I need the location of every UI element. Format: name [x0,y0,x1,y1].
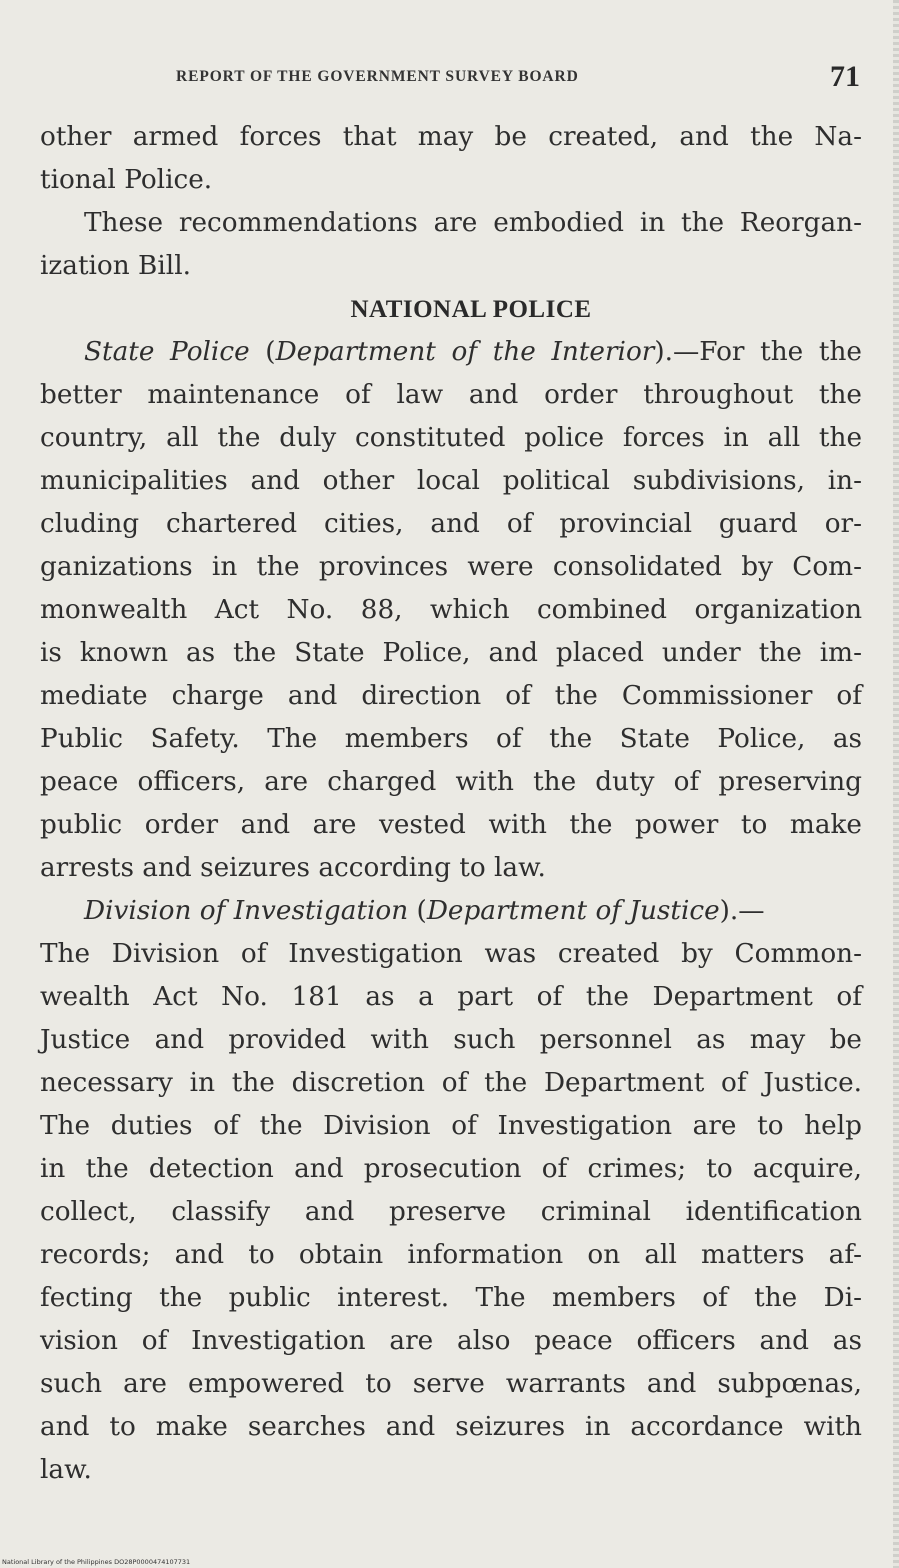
running-title: REPORT OF THE GOVERNMENT SURVEY BOARD [176,68,579,85]
paragraph [40,202,862,288]
library-footer: National Library of the Philippines DO28P0000474107731 [2,1558,191,1566]
department-name: Department of the Interior [275,337,655,367]
text-line: fecting the public interest. The members of the Di- [40,1283,862,1313]
text-line: public order and are vested with the power to make [40,810,862,840]
text-line: in the detection and prosecution of crimes; to acquire, [40,1154,862,1184]
paragraph [40,331,862,890]
text-line: mediate charge and direction of the Commissioner of [40,681,862,711]
text-line: collect, classify and preserve criminal identification [40,1197,862,1227]
text-line: and to make searches and seizures in accordance with [40,1412,862,1442]
text-line: better maintenance of law and order throughout the [40,380,862,410]
text-line: The Division of Investigation was created by Common- [40,939,862,969]
text-run: .—For the [664,337,804,367]
text-line: tional Police. [40,165,213,195]
subsection-title: Division of Investigation [84,896,409,926]
section-heading: NATIONAL POLICE [350,296,592,323]
text-line: country, all the duly constituted police forces in all the [40,423,862,453]
body-text [40,116,862,1492]
department-name: Department of Justice [426,896,720,926]
text-line: such are empowered to serve warrants and subpœnas, [40,1369,862,1399]
text-line: vision of Investigation are also peace officers and as [40,1326,862,1356]
text-line: The duties of the Division of Investigation are to help [40,1111,862,1141]
text-line: wealth Act No. 181 as a part of the Department of [40,982,862,1012]
text-line: cluding chartered cities, and of provincial guard or- [40,509,862,539]
page-edge [893,0,899,1568]
paragraph [40,890,862,1492]
text-line: ganizations in the provinces were consolidated by Com- [40,552,862,582]
text-line: These recommendations are embodied in the Reorgan- [84,208,862,238]
page-number: 71 [830,60,860,93]
text-line: Justice and provided with such personnel as may be [40,1025,862,1055]
text-line: municipalities and other local political subdivisions, in- [40,466,862,496]
text-line: arrests and seizures according to law. [40,853,546,883]
text-run: .— [729,896,765,926]
text-line: records; and to obtain information on all matters af- [40,1240,862,1270]
text-line: ization Bill. [40,251,191,281]
text-line: Public Safety. The members of the State Police, as [40,724,862,754]
paragraph [40,116,862,202]
subsection-title: State Police [84,337,250,367]
text-line: is known as the State Police, and placed under the im- [40,638,862,668]
text-line: peace officers, are charged with the duty of preserving [40,767,862,797]
text-line: State Police (Department of the Interior).—For the the [84,337,862,367]
text-line: monwealth Act No. 88, which combined organization [40,595,862,625]
text-line: law. [40,1455,92,1485]
page-header [40,60,860,96]
text-line: necessary in the discretion of the Department of Justice. [40,1068,862,1098]
text-line: Division of Investigation (Department of Justice).— [84,896,765,926]
text-line: other armed forces that may be created, and the Na- [40,122,862,152]
